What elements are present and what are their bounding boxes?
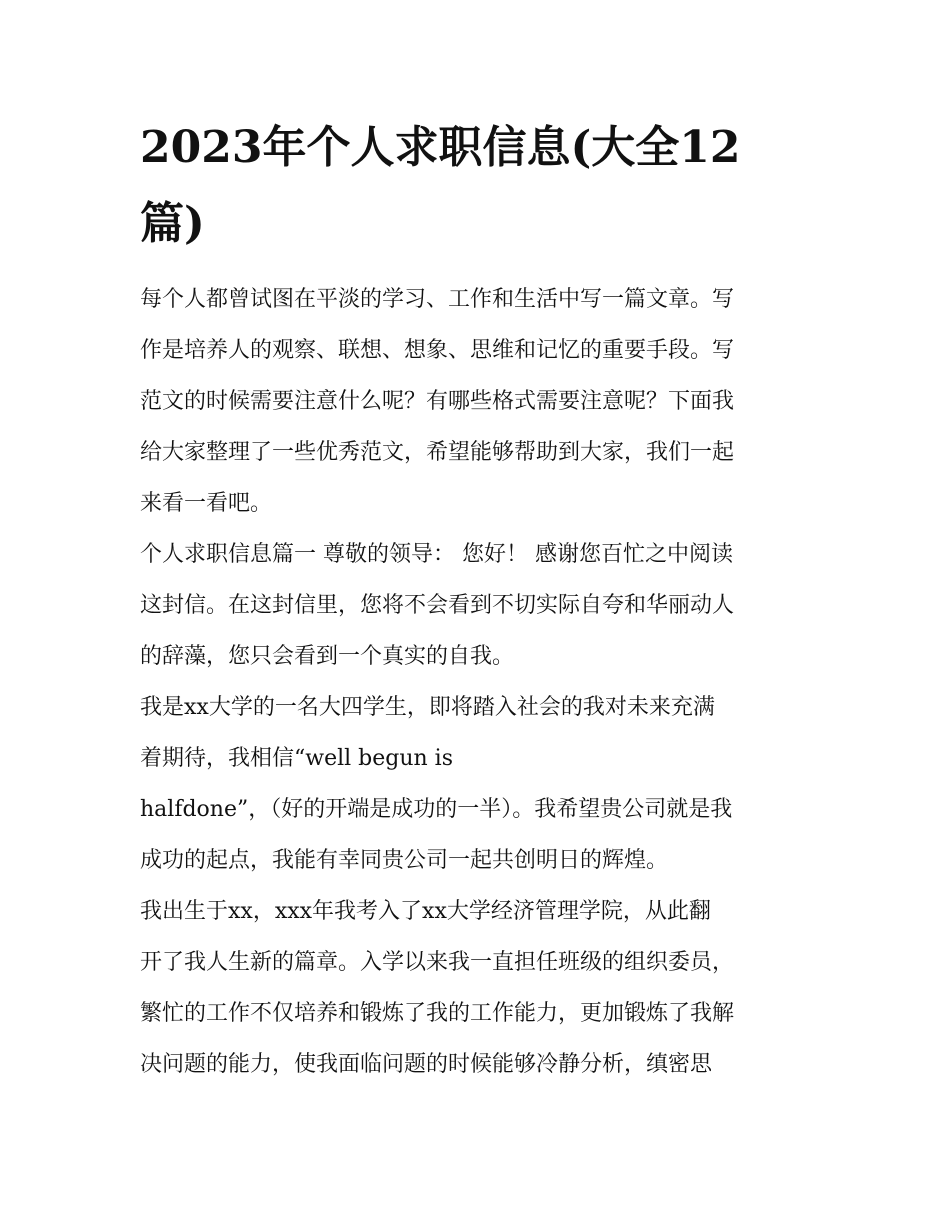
body-line-12: 成功的起点，我能有幸同贵公司一起共创明日的辉煌。 bbox=[140, 848, 669, 873]
body-line-16: 决问题的能力，使我面临问题的时候能够冷静分析，缜密思 bbox=[140, 1052, 713, 1077]
body-line-2: 作是培养人的观察、联想、想象、思维和记忆的重要手段。写 bbox=[140, 338, 735, 363]
body-line-15: 繁忙的工作不仅培养和锻炼了我的工作能力，更加锻炼了我解 bbox=[140, 1001, 735, 1026]
body-line-10: 着期待，我相信“well begun is bbox=[140, 746, 454, 771]
body-line-3: 范文的时候需要注意什么呢？有哪些格式需要注意呢？下面我 bbox=[140, 389, 735, 414]
body-line-14: 开了我人生新的篇章。入学以来我一直担任班级的组织委员， bbox=[140, 950, 735, 975]
body-line-8: 的辞藻，您只会看到一个真实的自我。 bbox=[140, 644, 515, 669]
body-line-6: 个人求职信息篇一 尊敬的领导： 您好！ 感谢您百忙之中阅读 bbox=[140, 542, 733, 567]
body-line-5: 来看一看吧。 bbox=[140, 491, 273, 516]
body-line-7: 这封信。在这封信里，您将不会看到不切实际自夸和华丽动人 bbox=[140, 593, 735, 618]
document-title-line-1: 2023年个人求职信息(大全12 bbox=[140, 122, 741, 173]
body-line-1: 每个人都曾试图在平淡的学习、工作和生活中写一篇文章。写 bbox=[140, 287, 735, 312]
body-line-9: 我是xx大学的一名大四学生，即将踏入社会的我对未来充满 bbox=[140, 695, 715, 720]
body-line-13: 我出生于xx，xxx年我考入了xx大学经济管理学院，从此翻 bbox=[140, 899, 711, 924]
document-title-line-2: 篇) bbox=[140, 198, 205, 249]
body-line-4: 给大家整理了一些优秀范文，希望能够帮助到大家，我们一起 bbox=[140, 440, 735, 465]
body-line-11: halfdone”，（好的开端是成功的一半）。我希望贵公司就是我 bbox=[140, 797, 733, 822]
